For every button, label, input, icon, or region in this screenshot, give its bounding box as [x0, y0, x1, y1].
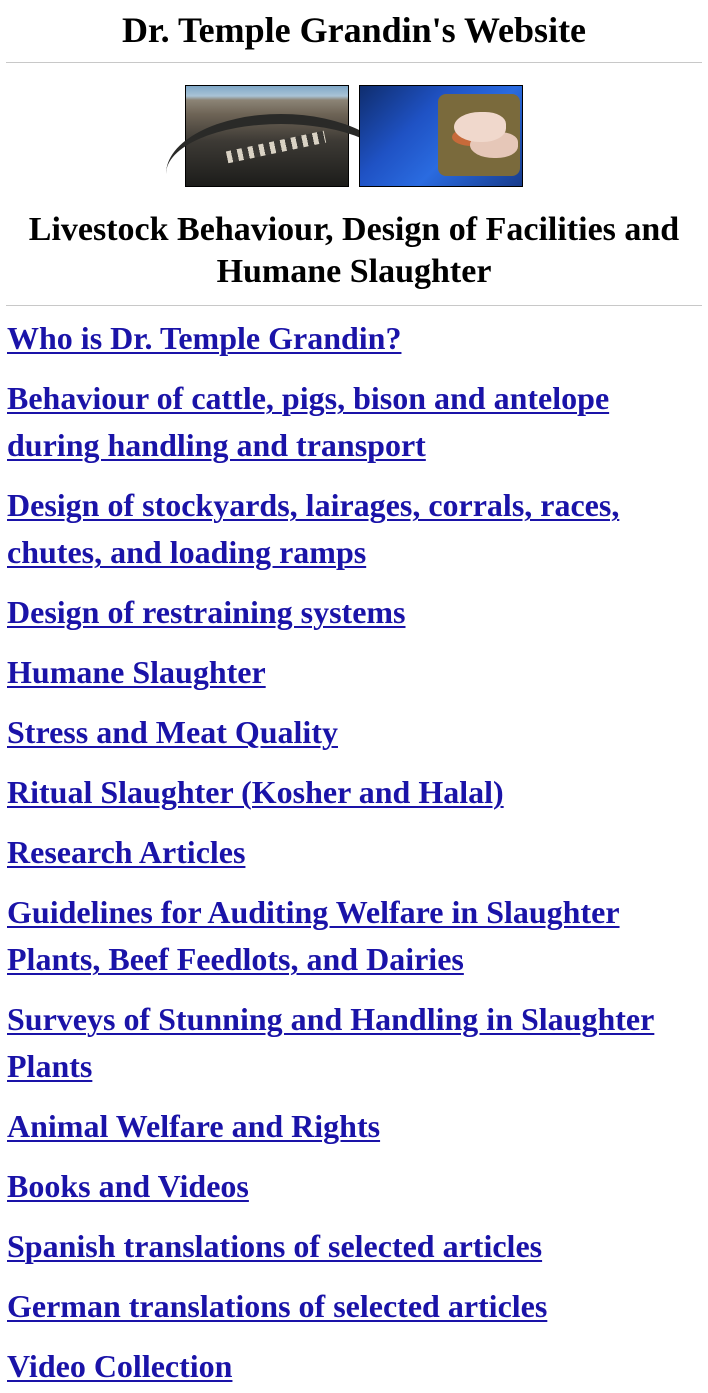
list-item	[7, 772, 708, 819]
link-spanish-translations[interactable]: Spanish translations of selected articles	[7, 1228, 543, 1264]
cattle-race-photo	[185, 85, 349, 187]
list-item	[7, 1166, 708, 1213]
pigs-pen-photo	[359, 85, 523, 187]
list-item	[7, 892, 708, 986]
page-title: Dr. Temple Grandin's Website	[121, 10, 587, 50]
link-behaviour-handling[interactable]: Behaviour of cattle, pigs, bison and antelope during handling and transport	[7, 380, 610, 463]
page-subtitle: Livestock Behaviour, Design of Facilities and Humane Slaughter	[28, 211, 680, 290]
link-ritual-slaughter[interactable]: Ritual Slaughter (Kosher and Halal)	[7, 774, 504, 810]
link-stunning-surveys[interactable]: Surveys of Stunning and Handling in Slaughter Plants	[7, 1001, 655, 1084]
link-research-articles[interactable]: Research Articles	[7, 834, 246, 870]
topic-link-list	[0, 306, 708, 1393]
link-restraining-systems[interactable]: Design of restraining systems	[7, 594, 406, 630]
link-design-stockyards[interactable]: Design of stockyards, lairages, corrals, races, chutes, and loading ramps	[7, 487, 620, 570]
link-auditing-guidelines[interactable]: Guidelines for Auditing Welfare in Slaughter Plants, Beef Feedlots, and Dairies	[7, 894, 620, 977]
list-item	[7, 378, 708, 472]
list-item	[7, 832, 708, 879]
list-item	[7, 1226, 708, 1273]
list-item	[7, 485, 708, 579]
link-books-videos[interactable]: Books and Videos	[7, 1168, 249, 1204]
list-item	[7, 652, 708, 699]
link-video-collection[interactable]: Video Collection	[7, 1348, 233, 1384]
link-humane-slaughter[interactable]: Humane Slaughter	[7, 654, 266, 690]
link-animal-welfare[interactable]: Animal Welfare and Rights	[7, 1108, 381, 1144]
list-item	[7, 1346, 708, 1393]
link-german-translations[interactable]: German translations of selected articles	[7, 1288, 548, 1324]
list-item	[7, 1106, 708, 1153]
list-item	[7, 999, 708, 1093]
list-item	[7, 592, 708, 639]
link-stress-meat-quality[interactable]: Stress and Meat Quality	[7, 714, 338, 750]
top-divider	[6, 62, 702, 63]
header-photo-row	[0, 85, 708, 187]
list-item	[7, 712, 708, 759]
list-item	[7, 1286, 708, 1333]
link-who-is-grandin[interactable]: Who is Dr. Temple Grandin?	[7, 320, 402, 356]
list-item	[7, 318, 708, 365]
